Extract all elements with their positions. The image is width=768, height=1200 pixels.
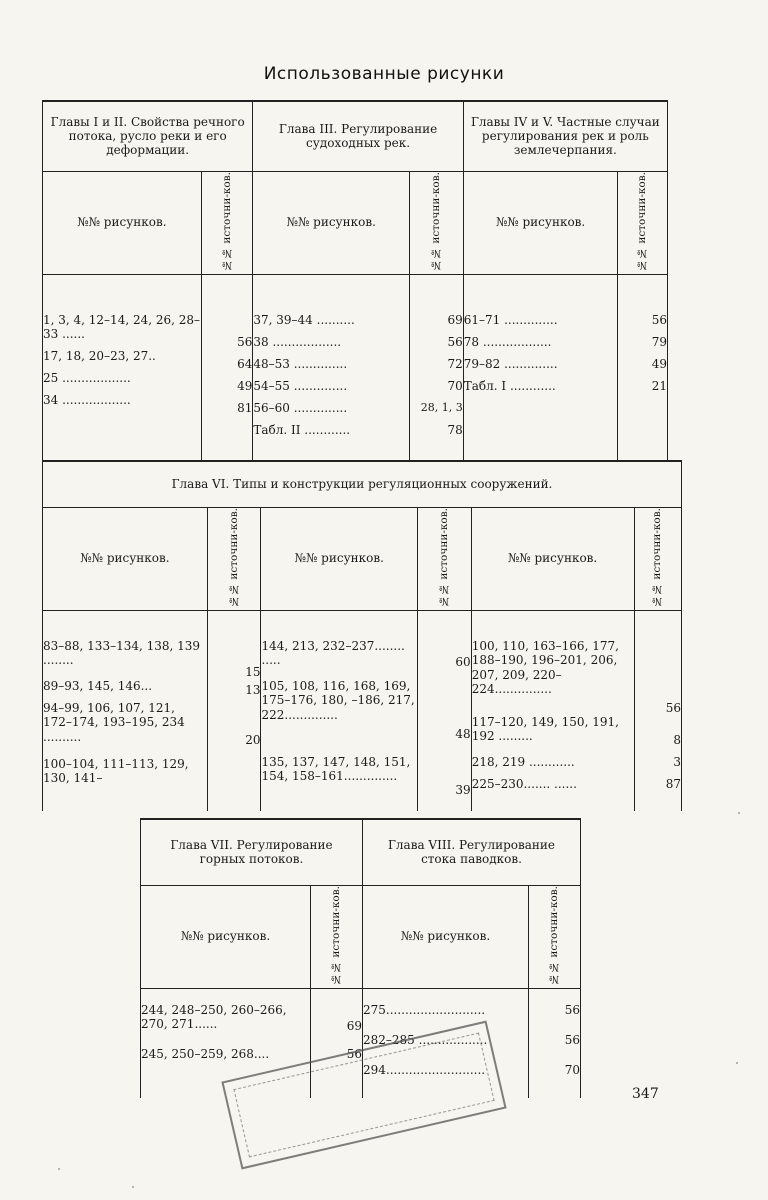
source-number: 72: [447, 356, 463, 371]
figure-entry: 54–55 ..............: [253, 378, 348, 393]
chapter-heading: Глава VII. Регулирование горных потоков.: [141, 819, 363, 885]
source-number: 13: [245, 682, 261, 697]
figure-numbers-header: №№ рисунков.: [43, 507, 208, 610]
source-number: 56: [651, 312, 667, 327]
source-numbers-header: №№ источни-ков.: [220, 171, 233, 271]
source-number: 81: [237, 400, 253, 415]
paper-speck: [738, 812, 740, 814]
source-number: 48: [455, 726, 471, 741]
source-number: 70: [564, 1062, 580, 1077]
source-number: 56: [564, 1032, 580, 1047]
source-number: 56: [346, 1046, 362, 1061]
figure-entry: 100, 110, 163–166, 177, 188–190, 196–201, 206, 207, 209, 220–224...............: [471, 638, 619, 697]
source-numbers-header: №№ источни-ков.: [547, 885, 560, 985]
source-number: 49: [651, 356, 667, 371]
figure-entry: 89–93, 145, 146...: [43, 678, 153, 693]
chapter-heading: Глава VIII. Регулирование стока паводков.: [363, 819, 581, 885]
source-number: 60: [455, 654, 471, 669]
source-numbers-header: №№ источни-ков.: [429, 171, 442, 271]
source-number: 69: [346, 1018, 362, 1033]
source-number: 3: [673, 754, 681, 769]
source-number: 79: [651, 334, 667, 349]
page-title: Использованные рисунки: [263, 64, 505, 84]
source-number: 64: [237, 356, 253, 371]
figure-entry: 38 ..................: [253, 334, 342, 349]
source-numbers-header: №№ источни-ков.: [636, 171, 649, 271]
figure-entry: 61–71 ..............: [463, 312, 558, 327]
figure-entry: 218, 219 ............: [471, 754, 575, 769]
source-number: 78: [447, 422, 463, 437]
chapter-heading: Главы I и II. Свойства речного потока, русло реки и его деформации.: [43, 101, 253, 171]
figure-entry: 144, 213, 232–237........ .....: [261, 638, 405, 668]
figure-entry: 225–230....... ......: [471, 776, 577, 791]
source-numbers-header: №№ источни-ков.: [329, 885, 342, 985]
figure-numbers-header: №№ рисунков.: [43, 171, 202, 274]
source-number: 69: [447, 312, 463, 327]
figure-entry: 79–82 ..............: [463, 356, 558, 371]
figure-entry: 282–285 ..................: [363, 1032, 488, 1047]
chapter-heading: Глава III. Регулирование судоходных рек.: [253, 101, 463, 171]
source-number: 56: [447, 334, 463, 349]
figure-entry: 245, 250–259, 268....: [141, 1046, 270, 1061]
figure-entry: 105, 108, 116, 168, 169, 175–176, 180, –186, 217, 222..............: [261, 678, 415, 722]
figure-entry: 83–88, 133–134, 138, 139 ........: [43, 638, 201, 668]
figure-entry: 244, 248–250, 260–266, 270, 271......: [141, 1002, 287, 1032]
figures-table-chapter-6: [42, 460, 682, 811]
figure-entry: 135, 137, 147, 148, 151, 154, 158–161..............: [261, 754, 411, 784]
figure-entry: Табл. II ............: [253, 422, 351, 437]
figure-entry: 100–104, 111–113, 129, 130, 141–: [43, 756, 189, 786]
figure-entry: 78 ..................: [463, 334, 552, 349]
paper-speck: [58, 1168, 60, 1170]
page-number: 347: [632, 1086, 659, 1102]
figure-entry: 48–53 ..............: [253, 356, 348, 371]
figure-entry: 275..........................: [363, 1002, 486, 1017]
figure-numbers-header: №№ рисунков.: [261, 507, 418, 610]
figure-numbers-header: №№ рисунков.: [141, 885, 311, 988]
source-number: 20: [245, 732, 261, 747]
figure-entry: 1, 3, 4, 12–14, 24, 26, 28–33 ......: [43, 312, 201, 342]
source-number: 87: [665, 776, 681, 791]
figure-entry: 37, 39–44 ..........: [253, 312, 355, 327]
figure-entry: 94–99, 106, 107, 121, 172–174, 193–195, 234 ..........: [43, 700, 185, 744]
source-number: 8: [673, 732, 681, 747]
chapter-heading: Глава VI. Типы и конструкции регуляционных сооружений.: [43, 461, 682, 507]
figure-entry: 56–60 ..............: [253, 400, 348, 415]
source-number: 70: [447, 378, 463, 393]
figure-entry: Табл. I ............: [463, 378, 556, 393]
figure-entry: 294..........................: [363, 1062, 486, 1077]
paper-speck: [132, 1186, 134, 1188]
figure-numbers-header: №№ рисунков.: [253, 171, 410, 274]
figure-numbers-header: №№ рисунков.: [471, 507, 634, 610]
source-numbers-header: №№ источни-ков.: [651, 507, 664, 607]
figure-numbers-header: №№ рисунков.: [463, 171, 618, 274]
figure-entry: 117–120, 149, 150, 191, 192 .........: [471, 714, 619, 744]
source-numbers-header: №№ источни-ков.: [437, 507, 450, 607]
source-number: 28, 1, 3: [420, 400, 463, 414]
source-number: 21: [651, 378, 667, 393]
figures-table-chapters-1-5: [42, 100, 668, 460]
figure-entry: 34 ..................: [43, 392, 131, 407]
chapter-heading: Главы IV и V. Частные случаи регулирования рек и роль землечерпания.: [463, 101, 667, 171]
source-number: 49: [237, 378, 253, 393]
source-numbers-header: №№ источни-ков.: [227, 507, 240, 607]
figure-numbers-header: №№ рисунков.: [363, 885, 529, 988]
figure-entry: 25 ..................: [43, 370, 131, 385]
source-number: 56: [237, 334, 253, 349]
paper-speck: [736, 1062, 738, 1064]
figure-entry: 17, 18, 20–23, 27..: [43, 348, 156, 363]
source-number: 56: [564, 1002, 580, 1017]
source-number: 39: [455, 782, 471, 797]
source-number: 15: [245, 664, 261, 679]
source-number: 56: [665, 700, 681, 715]
